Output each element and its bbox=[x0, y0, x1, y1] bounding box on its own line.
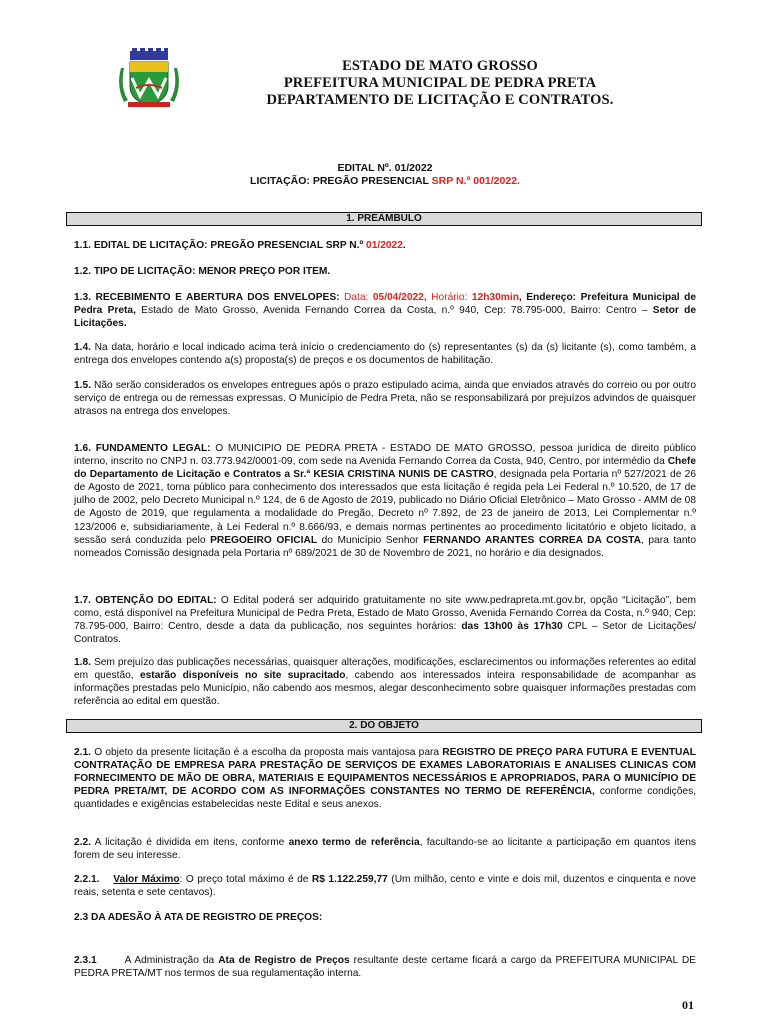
clause-2-2-1: 2.2.1. Valor Máximo: O preço total máximo é de R$ 1.122.259,77 (Um milhão, cento e vinte e dois mil, duzentos e cinquenta e nove reais, setenta e sete centavos). bbox=[74, 874, 697, 899]
header-department: DEPARTAMENTO DE LICITAÇÃO E CONTRATOS. bbox=[266, 92, 614, 108]
clause-1-2: 1.2. TIPO DE LICITAÇÃO: MENOR PREÇO POR ITEM. bbox=[74, 266, 331, 277]
clause-1-8: 1.8. Sem prejuízo das publicações necessárias, quaisquer alterações, modificações, esclarecimentos ou informações referentes ao edital em questão, estarão disponíveis no site supracitado, cabendo aos interessados inteira responsabilidade de acompanhar as informações prestadas pelo Município, não cabendo aos mesmos, alegar desconhecimento sobre quaisquer informações prestadas com referência ao edital em questão. bbox=[74, 657, 696, 708]
clause-2-3-1: 2.3.1 A Administração da Ata de Registro de Preços resultante deste certame ficará a cargo da PREFEITURA MUNICIPAL DE PEDRA PRETA/MT nos termos de sua regulamentação interna. bbox=[74, 955, 696, 980]
edital-number: EDITAL Nº. 01/2022 bbox=[337, 162, 433, 174]
clause-1-6: 1.6. FUNDAMENTO LEGAL: O MUNICIPIO DE PEDRA PRETA - ESTADO DE MATO GROSSO, pessoa jurídica de direito público interno, inscrito no CNPJ n. 03.773.942/0001-09, com sede na Avenida Fernando Correa da Costa, 940, Centro, por intermédio da Chefe do Departamento de Licitação e Contratos a Sr.ª KESIA CRISTINA NUNIS DE CASTRO, designada pela Portaria nº 527/2021 de 26 de Agosto de 2021, torna público para conhecimento dos interessados que esta licitação é regida pela Lei Federal n.º 10.520, de 17 de julho de 2002, pelo Decreto Municipal n.º 124, de 6 de Agosto de 2019, publicado no Diário Oficial Eletrônico – Mato Grosso - AMM de 08 de Agosto de 2019, que regulamenta a modalidade do Pregão, Decreto nº 7.892, de 23 de janeiro de 2013, Lei Complementar n.º 123/2006 e, subsidiariamente, à Lei Federal n.º 8.666/93, e demais normas pertinentes ao procedimento licitatório e objeto licitado, a sessão será conduzida pelo PREGOEIRO OFICIAL do Município Senhor FERNANDO ARANTES CORREA DA COSTA, para tanto nomeados Comissão designada pela Portaria nº 689/2021 de 30 de Novembro de 2021, no horário e dia designados. bbox=[74, 443, 696, 559]
clause-1-5: 1.5. Não serão considerados os envelopes entregues após o prazo estipulado acima, ainda que enviados através do correio ou por outro serviço de entrega ou de remessas expressas. O Município de Pedra Preta, não se responsabilizará por prejuízos advindos de quaisquer atrasos na entrega dos envelopes. bbox=[74, 380, 696, 418]
section-objeto-title: 2. DO OBJETO bbox=[66, 719, 702, 733]
header-prefecture: PREFEITURA MUNICIPAL DE PEDRA PRETA bbox=[283, 75, 597, 91]
section-preambulo-title: 1. PREÂMBULO bbox=[66, 212, 702, 226]
clause-2-1: 2.1. O objeto da presente licitação é a escolha da proposta mais vantajosa para REGISTRO DE PREÇO PARA FUTURA E EVENTUAL CONTRATAÇÃO DE EMPRESA PARA PRESTAÇÃO DE SERVIÇOS DE EXAMES LABORATORIAIS E ANALISES CLINICAS COM FORNECIMENTO DE MÃO DE OBRA, MATERIAIS E EQUIPAMENTOS NECESSÁRIOS E APROPRIADOS, PARA O MUNICÍPIO DE PEDRA PRETA/MT, DE ACORDO COM AS INFORMAÇÕES CONSTANTES NO TERMO DE REFERÊNCIA, conforme condições, quantidades e exigências estabelecidas neste Edital e seus anexos. bbox=[74, 747, 696, 811]
clause-1-1: 1.1. EDITAL DE LICITAÇÃO: PREGÃO PRESENCIAL SRP N.º 01/2022. bbox=[74, 240, 406, 251]
clause-1-7: 1.7. OBTENÇÃO DO EDITAL: O Edital poderá ser adquirido gratuitamente no site www.pedrapreta.mt.gov.br, opção “Licitação”, bem como, está disponível na Prefeitura Municipal de Pedra Preta, Estado de Mato Grosso, Avenida Fernando Correa da Costa, n.º 940, Cep: 78.795-000, Bairro: Centro, desde a data da publicação, nos seguintes horários: das 13h00 às 17h30 CPL – Setor de Licitações/ Contratos. bbox=[74, 595, 696, 646]
coat-of-arms-icon bbox=[118, 48, 180, 110]
edital-srp: SRP N.º 001/2022. bbox=[431, 175, 520, 187]
header-state: ESTADO DE MATO GROSSO bbox=[342, 58, 538, 74]
clause-1-4: 1.4. Na data, horário e local indicado acima terá início o credenciamento do (s) representantes (s) da (s) licitante (s), como também, a entrega dos envelopes contendo a(s) proposta(s) de preços e os documentos de habilitação. bbox=[74, 342, 696, 367]
clause-2-2: 2.2. A licitação é dividida em itens, conforme anexo termo de referência, facultando-se ao licitante a participação em quantos itens forem de seu interesse. bbox=[74, 837, 696, 862]
clause-1-3: 1.3. RECEBIMENTO E ABERTURA DOS ENVELOPES: Data: 05/04/2022, Horário: 12h30min, Endereço: Prefeitura Municipal de Pedra Preta, Estado de Mato Grosso, Avenida Fernando Correa da Costa, n.º 940, Cep: 78.795-000, Bairro: Centro – Setor de Licitações. bbox=[74, 292, 696, 330]
clause-2-3: 2.3 DA ADESÃO À ATA DE REGISTRO DE PREÇOS: bbox=[74, 912, 323, 923]
page-number: 01 bbox=[682, 998, 694, 1012]
document-header bbox=[220, 58, 660, 109]
edital-licitacao: LICITAÇÃO: PREGÃO PRESENCIAL SRP N.º 001/2022. bbox=[250, 175, 520, 187]
